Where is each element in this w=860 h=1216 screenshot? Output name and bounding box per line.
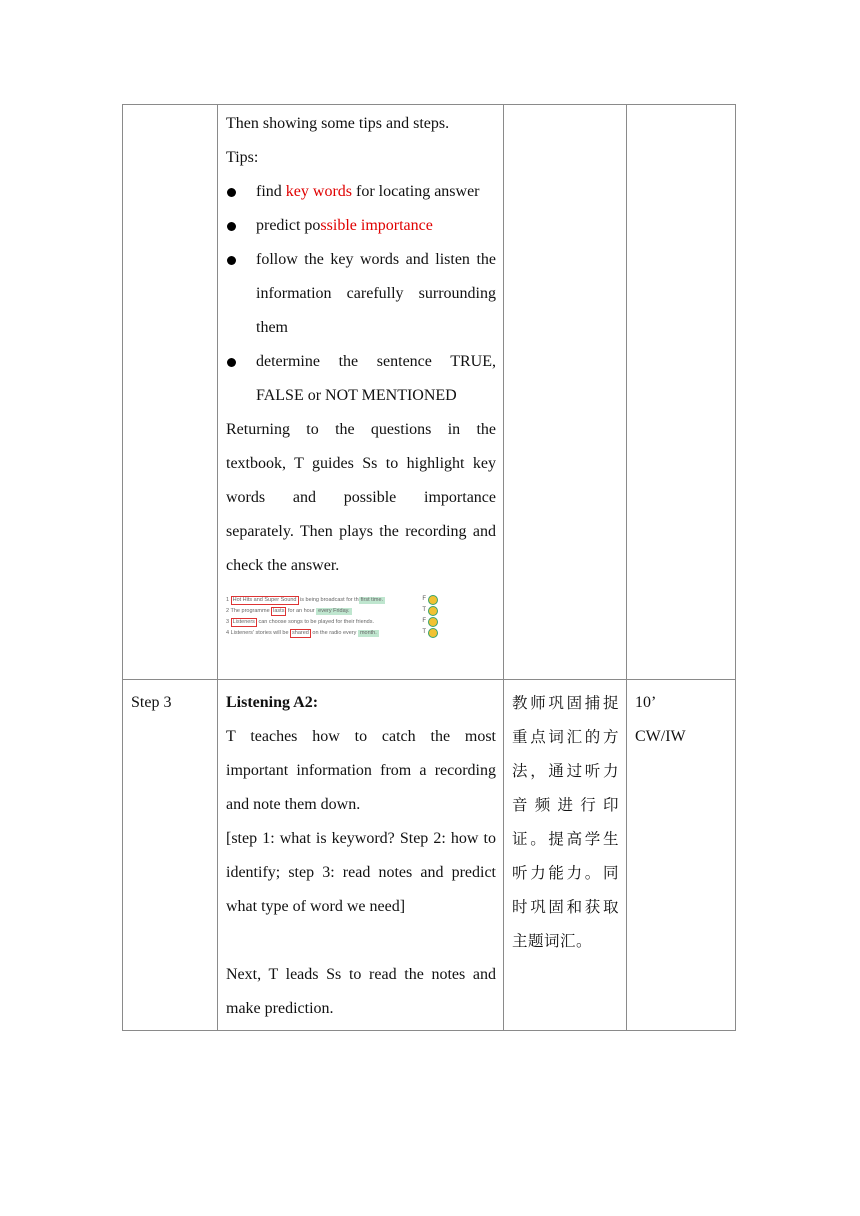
exercise-line <box>226 606 352 616</box>
exercise-number: 1 <box>226 597 231 603</box>
table-row <box>123 105 736 680</box>
answer-mark: F <box>422 596 426 602</box>
bullet-icon <box>227 222 236 231</box>
intro-text: Then showing some tips and steps. <box>226 115 450 132</box>
step-cell <box>123 105 218 680</box>
time-cell <box>627 680 736 1031</box>
exercise-text: is being broadcast for th <box>298 597 359 603</box>
returning-text: Returning to the questions in the textbook, T guides Ss to highlight key words and possible importance separately. Then plays the recording and check the answer. <box>226 421 496 574</box>
answer-mark: T <box>422 629 426 635</box>
mode-text: CW/IW <box>635 728 686 745</box>
exercise-line <box>226 617 374 627</box>
exercise-text: on the radio every <box>310 630 358 636</box>
procedure-cell <box>218 105 504 680</box>
tip-item <box>226 209 496 243</box>
tip-text: predict po <box>256 217 321 234</box>
check-badge-icon <box>428 628 438 638</box>
answer-mark: T <box>422 607 426 613</box>
tip-text: follow the key words and listen the information carefully surrounding them <box>256 251 496 336</box>
tip-text: ssible importance <box>320 217 433 234</box>
check-badge-icon <box>428 617 438 627</box>
highlighted-importance: month. <box>359 630 377 636</box>
bullet-icon <box>227 188 236 197</box>
exercise-text: can choose songs to be played for their friends. <box>256 619 375 625</box>
blank-line <box>226 924 496 958</box>
check-badge-icon <box>428 595 438 605</box>
lesson-plan-table <box>122 104 736 1031</box>
textbook-exercise-image <box>226 593 442 641</box>
bullet-icon <box>227 358 236 367</box>
step-cell <box>123 680 218 1031</box>
activity-paragraph-3: Next, T leads Ss to read the notes and make prediction. <box>226 966 496 1017</box>
tip-text: for locating answer <box>352 183 480 200</box>
activity-paragraph-1: T teaches how to catch the most important information from a recording and note them down. <box>226 728 496 813</box>
exercise-number: 3 <box>226 619 231 625</box>
tips-label: Tips: <box>226 149 259 166</box>
highlighted-importance: every Friday. <box>318 608 350 614</box>
tip-text: determine the sentence TRUE, FALSE or NOT MENTIONED <box>256 353 496 404</box>
tip-item <box>226 345 496 413</box>
tip-item <box>226 175 496 209</box>
tip-text: key words <box>285 183 352 200</box>
time-text: 10’ <box>635 694 657 711</box>
exercise-text: Listeners' stories will be <box>230 630 291 636</box>
activity-paragraph-2: [step 1: what is keyword? Step 2: how to identify; step 3: read notes and predict what type of word we need] <box>226 830 496 915</box>
highlighted-keyword: Hot Hits and Super Sound <box>232 597 297 603</box>
highlighted-importance: first time. <box>360 597 384 603</box>
tips-list <box>226 175 496 413</box>
purpose-cell <box>504 105 627 680</box>
highlighted-keyword: lasts <box>273 608 285 614</box>
time-text <box>627 105 735 115</box>
exercise-number: 2 <box>226 608 231 614</box>
highlighted-keyword: shared <box>292 630 309 636</box>
activity-title: Listening A2: <box>226 694 319 711</box>
tip-item <box>226 243 496 345</box>
answer-mark: F <box>422 618 426 624</box>
purpose-text <box>504 105 626 115</box>
check-badge-icon <box>428 606 438 616</box>
time-cell <box>627 105 736 680</box>
highlighted-keyword: Listeners <box>232 619 255 625</box>
bullet-icon <box>227 256 236 265</box>
purpose-text: 教师巩固捕捉重点词汇的方法，通过听力音频进行印证。提高学生听力能力。同时巩固和获取主题词汇。 <box>512 694 619 950</box>
exercise-number: 4 <box>226 630 231 636</box>
exercise-text: The programme <box>230 608 272 614</box>
purpose-cell <box>504 680 627 1031</box>
step-label <box>123 105 217 115</box>
exercise-line <box>226 595 385 605</box>
table-row <box>123 680 736 1031</box>
exercise-text: for an hour <box>286 608 317 614</box>
exercise-line <box>226 628 379 638</box>
step-label: Step 3 <box>131 694 172 711</box>
tip-text: find <box>256 183 286 200</box>
procedure-cell <box>218 680 504 1031</box>
